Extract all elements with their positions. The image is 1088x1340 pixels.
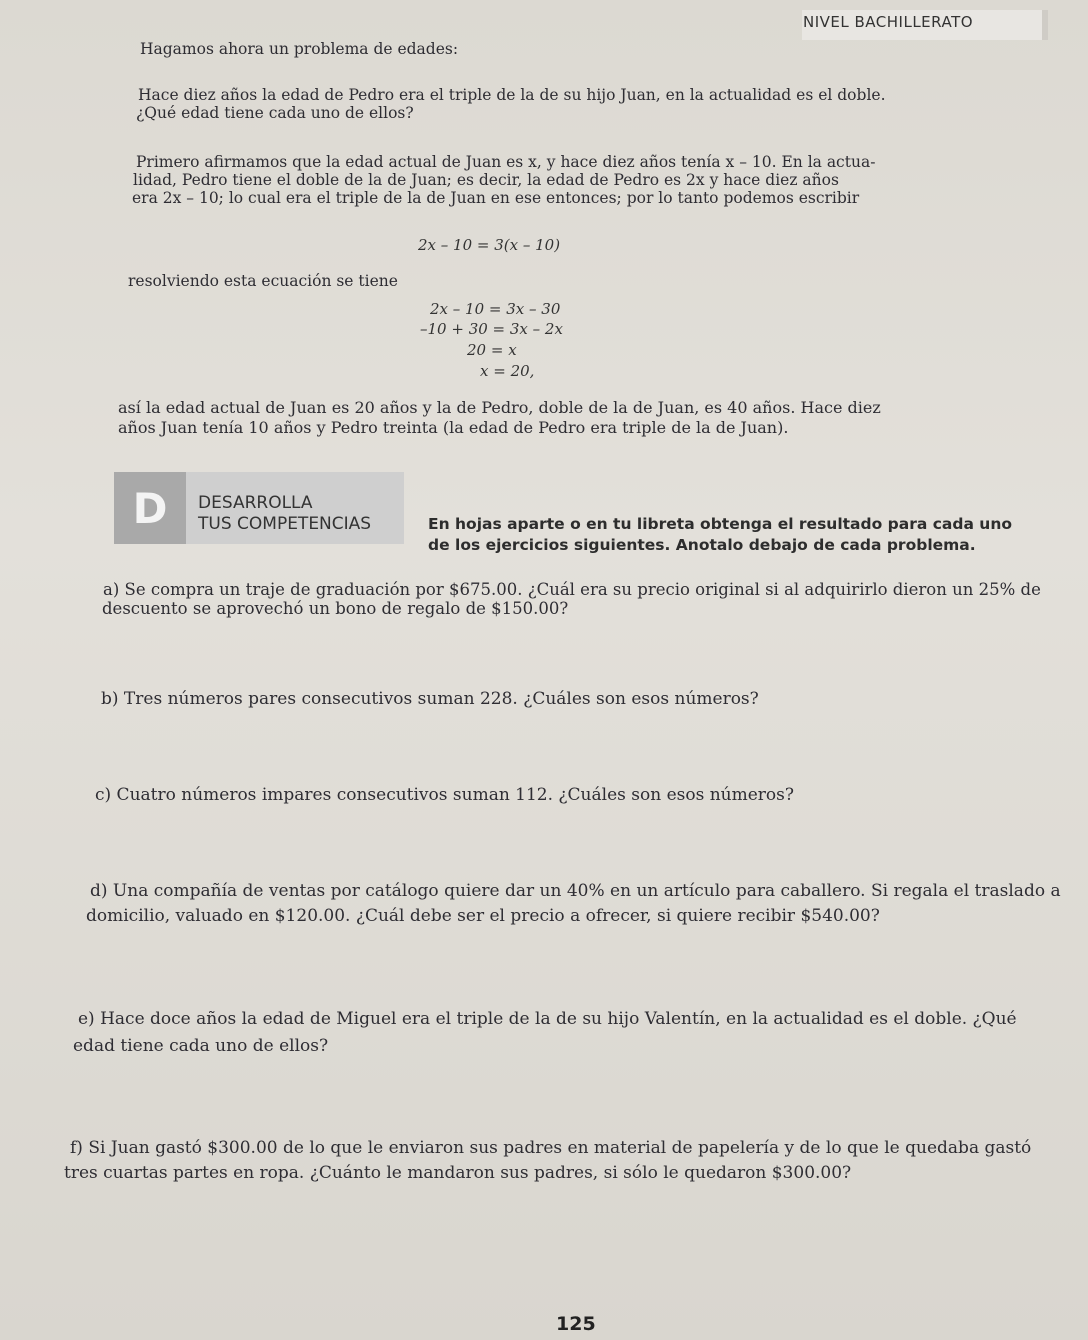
exercise-f-line-1: f) Si Juan gastó $300.00 de lo que le enviaron sus padres en material de papelería y de lo que le quedaba gastó [70,1138,1032,1158]
explain-line-3: era 2x – 10; lo cual era el triple de la de Juan en ese entonces; por lo tanto podemos escribir [132,189,860,207]
exercise-e-line-1: e) Hace doce años la edad de Miguel era el triple de la de su hijo Valentín, en la actualidad es el doble. ¿Qué [78,1009,1017,1029]
step-2: –10 + 30 = 3x – 2x [420,320,563,338]
section-title-line-1: DESARROLLA [198,493,313,513]
explain-line-1: Primero afirmamos que la edad actual de Juan es x, y hace diez años tenía x – 10. En la actua- [136,153,876,171]
instruction-line-2: de los ejercicios siguientes. Anotalo debajo de cada problema. [428,536,976,554]
exercise-c: c) Cuatro números impares consecutivos suman 112. ¿Cuáles son esos números? [95,785,795,805]
step-3: 20 = x [467,341,517,359]
exercise-f-line-2: tres cuartas partes en ropa. ¿Cuánto le mandaron sus padres, si sólo le quedaron $300.00? [64,1163,852,1183]
exercise-e-line-2: edad tiene cada uno de ellos? [73,1036,329,1056]
exercise-a-line-1: a) Se compra un traje de graduación por $675.00. ¿Cuál era su precio original si al adquirirlo dieron un 25% de [103,580,1041,599]
step-1: 2x – 10 = 3x – 30 [430,300,561,318]
main-equation: 2x – 10 = 3(x – 10) [418,236,561,254]
explain-line-2: lidad, Pedro tiene el doble de la de Juan; es decir, la edad de Pedro es 2x y hace diez años [133,171,839,189]
page-number: 125 [556,1313,596,1335]
resolving-text: resolviendo esta ecuación se tiene [128,272,398,290]
problem-line-2: ¿Qué edad tiene cada uno de ellos? [136,104,414,122]
intro-title: Hagamos ahora un problema de edades: [140,40,459,58]
exercise-a-line-2: descuento se aprovechó un bono de regalo de $150.00? [102,599,569,618]
exercise-d-line-1: d) Una compañía de ventas por catálogo quiere dar un 40% en un artículo para caballero. Si regala el traslado a [90,881,1061,901]
step-4: x = 20, [480,362,535,380]
section-title-line-2: TUS COMPETENCIAS [198,514,372,534]
conclusion-line-2: años Juan tenía 10 años y Pedro treinta (la edad de Pedro era triple de la de Juan). [118,418,789,437]
section-letter: D [114,472,186,544]
conclusion-line-1: así la edad actual de Juan es 20 años y la de Pedro, doble de la de Juan, es 40 años. Hace diez [118,398,881,417]
exercise-d-line-2: domicilio, valuado en $120.00. ¿Cuál debe ser el precio a ofrecer, si quiere recibir $540.00? [86,906,880,926]
level-header: NIVEL BACHILLERATO [803,13,974,31]
instruction-line-1: En hojas aparte o en tu libreta obtenga el resultado para cada uno [428,515,1013,533]
problem-line-1: Hace diez años la edad de Pedro era el triple de la de su hijo Juan, en la actualidad es el doble. [138,86,886,104]
exercise-b: b) Tres números pares consecutivos suman 228. ¿Cuáles son esos números? [101,689,759,709]
